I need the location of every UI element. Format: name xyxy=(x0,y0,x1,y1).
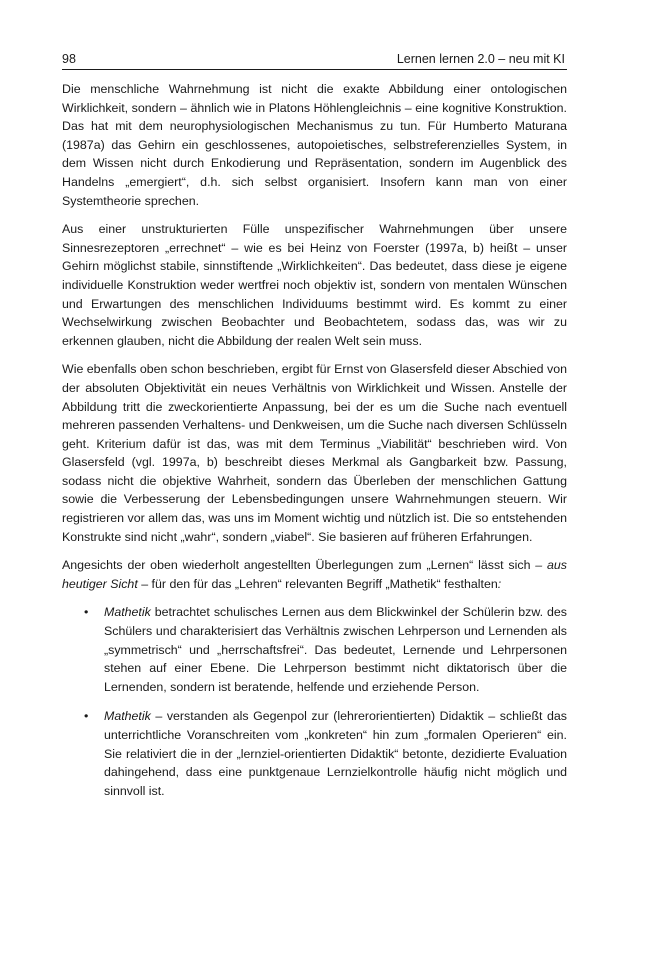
paragraph-mathetik-intro xyxy=(62,556,567,593)
list-item-text: – verstanden als Gegenpol zur (lehrerorientierten) Didaktik – schließt das unterrichtliche Voranschreiten vom „konkreten“ hin zum „formalen Operieren“ ein. Sie relativiert die in der „lernziel-orientierten Didaktik“ betonte, dezidierte Evaluation dahingehend, dass eine punktgenaue Lernzielkontrolle häufig nicht möglich und sinnvoll ist. xyxy=(104,709,567,798)
intro-text: Angesichts der oben wiederholt angestellten Überlegungen zum „Lernen“ lässt sich xyxy=(62,558,536,573)
bullet-icon: • xyxy=(84,605,89,620)
list-item-term: Mathetik xyxy=(104,605,151,620)
page-body xyxy=(62,80,567,811)
intro-text-continued: – für den für das „Lehren“ relevanten Begriff „Mathetik“ festhalten xyxy=(137,576,498,591)
list-item xyxy=(62,707,567,800)
paragraph-perception: Die menschliche Wahrnehmung ist nicht die exakte Abbildung einer ontologischen Wirklichkeit, sondern – ähnlich wie in Platons Höhlengleichnis – eine kognitive Konstruktion. Das hat mit dem neurophysiologischen Mechanismus zu tun. Für Humberto Maturana (1987a) das Gehirn ein geschlossenes, autopoietisches, selbstreferenzielles System, in dem Wissen nicht durch Enkodierung und Repräsentation, sondern im Augenblick des Handelns „emergiert“, d.h. sich selbst organisiert. Insofern kann man von einer Systemtheorie sprechen. xyxy=(62,82,567,208)
running-header xyxy=(62,51,567,70)
running-title: Lernen lernen 2.0 – neu mit KI xyxy=(396,52,565,66)
bullet-icon: • xyxy=(84,709,89,724)
list-item-term: Mathetik xyxy=(104,709,151,724)
list-item-text: betrachtet schulisches Lernen aus dem Blickwinkel der Schülerin bzw. des Schülers und charakterisiert das Verhältnis zwischen Lehrperson und Lernenden als „symmetrisch“ und „herrschaftsfrei“. Das bedeutet, Lernende und Lehrpersonen stehen auf einer Ebene. Die Lehrperson bestimmt nicht diktatorisch über die Lernenden, sondern ist beratende, helfende und erziehende Person. xyxy=(104,605,567,694)
page-number: 98 xyxy=(62,52,76,66)
mathetik-list xyxy=(62,603,567,800)
paragraph-foerster: Aus einer unstrukturierten Fülle unspezifischer Wahrnehmungen über unsere Sinnesrezeptoren „errechnet“ – wie es bei Heinz von Foerster (1997a, b) heißt – unser Gehirn möglichst stabile, sinnstiftende „Wirklichkeiten“. Das bedeutet, dass diese je eigene individuelle Konstruktion weder wertfrei noch objektiv ist, sondern von mentalen Wünschen und Erwartungen des menschlichen Individuums bestimmt wird. Es kommt zu einer Wechselwirkung zwischen Beobachter und Beobachtetem, sodass das, was wir zu erkennen glauben, nicht die Abbildung der realen Welt sein muss. xyxy=(62,222,567,348)
list-item xyxy=(62,603,567,696)
intro-italic: – aus heutiger Sicht xyxy=(62,558,567,591)
paragraph-glasersfeld: Wie ebenfalls oben schon beschrieben, ergibt für Ernst von Glasersfeld dieser Abschied von der absoluten Objektivität ein neues Verhältnis von Wirklichkeit und Wissen. Anstelle der Abbildung tritt die zweckorientierte Anpassung, bei der es um die Suche nach eventuell mehreren passenden Verhaltens- und Denkweisen, um die Suche nach diversen Schlüsseln geht. Kriterium dafür ist das, was mit dem Terminus „Viabilität“ beschrieben wird. Von Glasersfeld (vgl. 1997a, b) beschreibt dieses Merkmal als Gangbarkeit bzw. Passung, sodass nicht die objektive Wahrheit, sondern das Überleben der menschlichen Gattung sowie die Verbesserung der Lebensbedingungen unsere Wahrnehmungen steuern. Wir registrieren vor allem das, was uns im Moment wichtig und nützlich ist. Die so entstehenden Konstrukte sind nicht „wahr“, sondern „viabel“. Sie basieren auf früheren Erfahrungen. xyxy=(62,362,567,544)
intro-colon: : xyxy=(497,576,502,591)
